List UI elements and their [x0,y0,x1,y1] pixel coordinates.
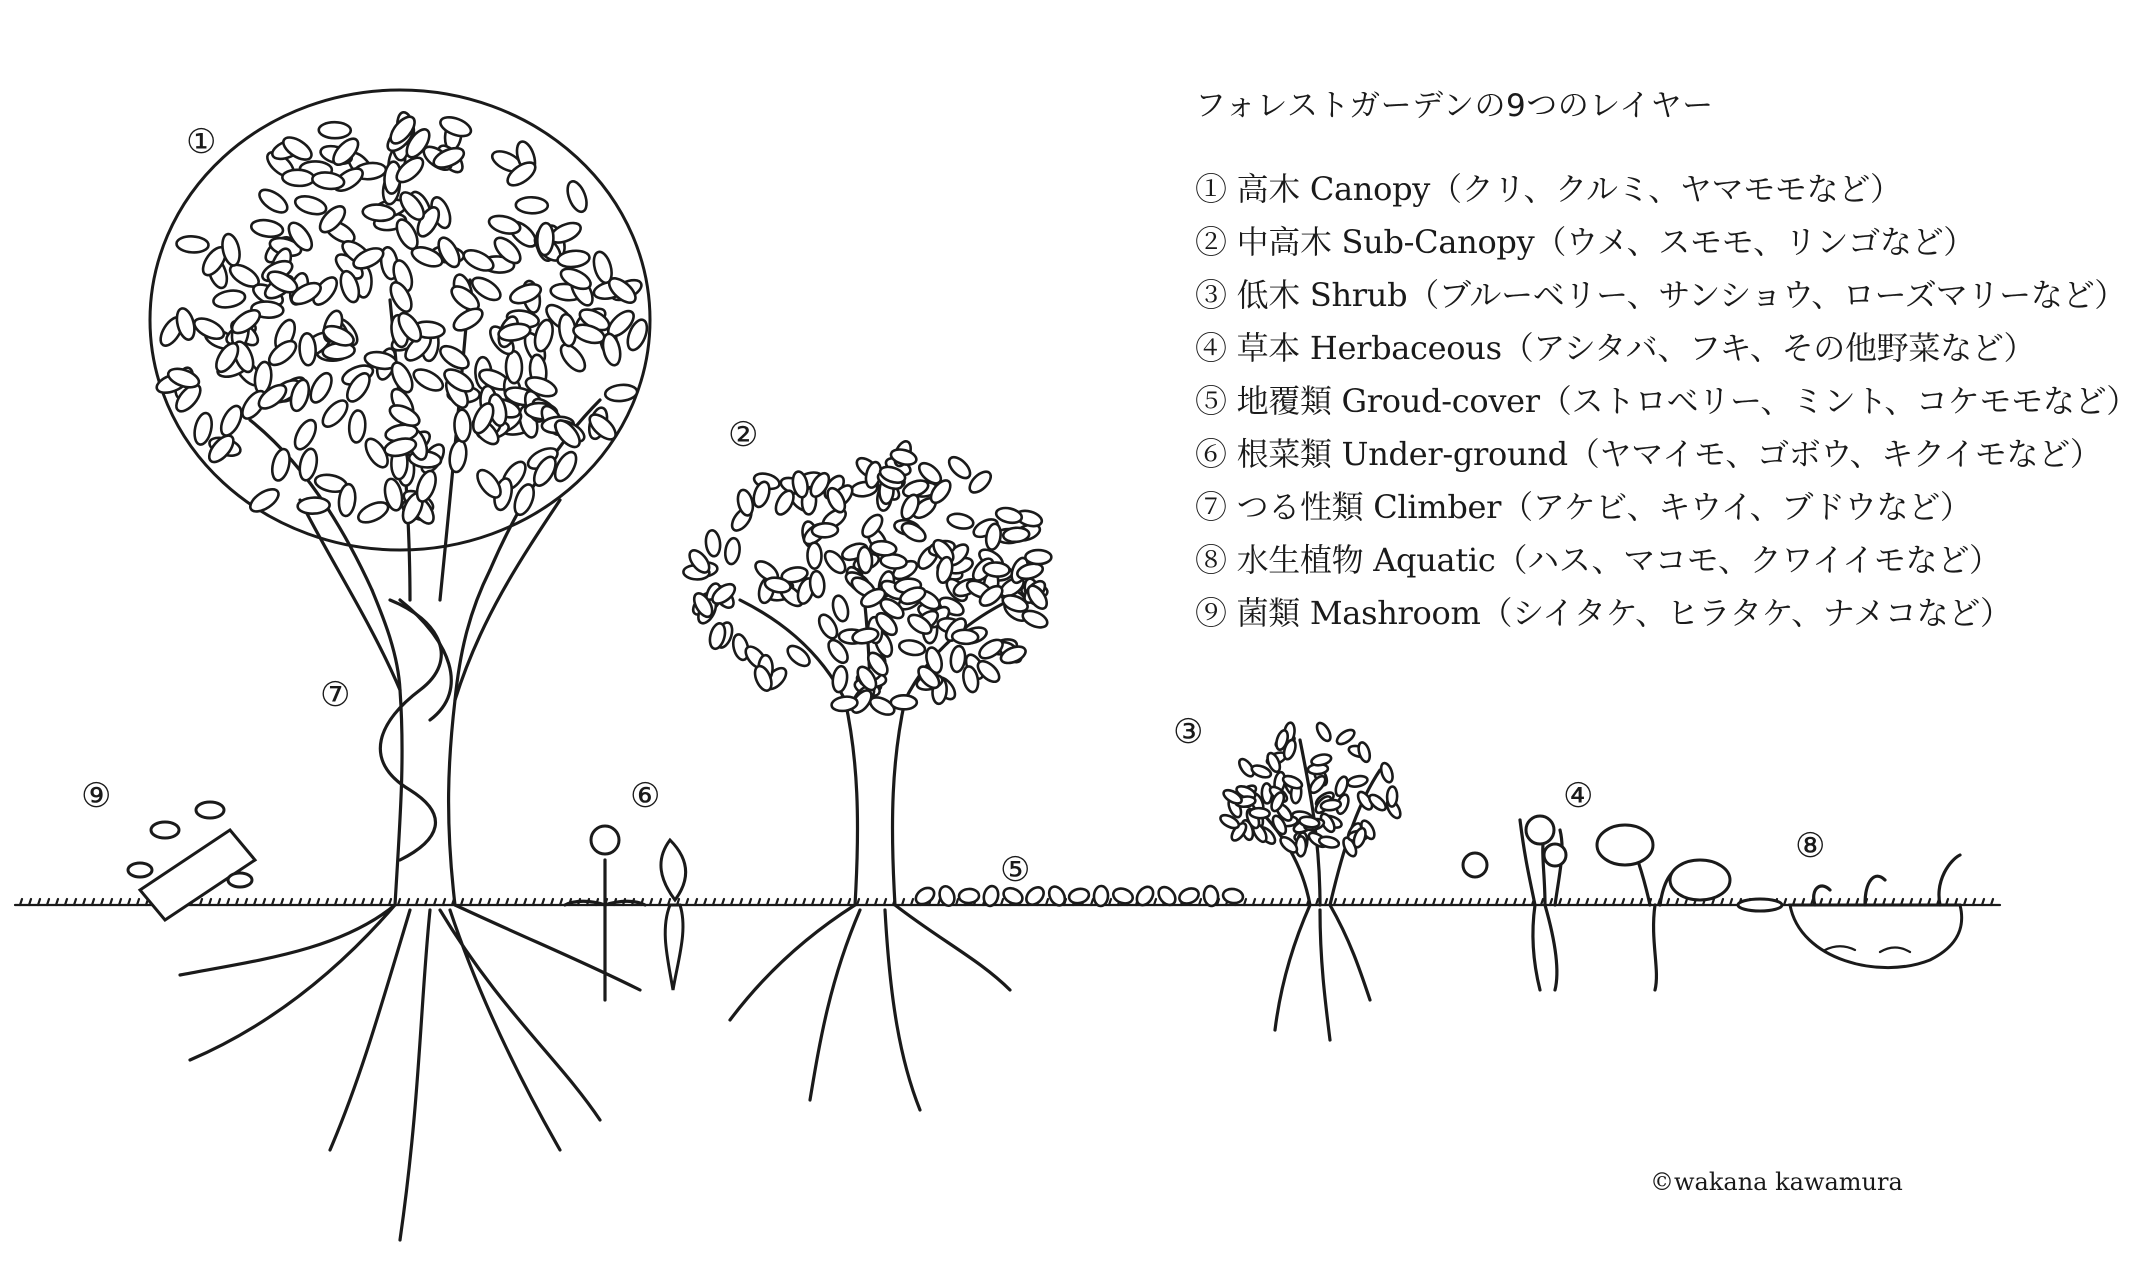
shrub-marker: ③ [1173,712,1204,752]
leaf [516,197,548,214]
ground-cover-marker: ⑤ [1000,850,1031,890]
leaf [899,520,929,545]
leaf [355,498,391,526]
leaf [1357,741,1372,763]
leaf [959,888,980,903]
leaf [448,439,469,473]
aquatic-marker: ⑧ [1795,826,1826,866]
legend-item-mushroom: ⑨ 菌類 Mashroom（シイタケ、ヒラタケ、ナメコなど） [1195,594,2012,632]
legend-item-herbaceous: ④ 草本 Herbaceous（アシタバ、フキ、その他野菜など） [1195,329,2036,367]
sub-canopy-tree [683,439,1051,1110]
leaf [319,122,351,139]
leaf [438,114,474,140]
leaf [564,179,590,215]
copyright-credit: ©wakana kawamura [1650,1168,1903,1196]
leaf [945,453,973,481]
leaf [250,218,284,239]
mushroom-marker: ⑨ [81,776,112,816]
leaf [1387,786,1398,806]
leaf [983,562,1010,578]
leaf [1249,808,1270,819]
sub-canopy-marker: ② [728,415,759,455]
legend-title: フォレストガーデンの9つのレイヤー [1195,88,1714,124]
leaf [705,530,722,557]
leaf [1310,753,1332,767]
shrub [1218,721,1403,1040]
underground-marker: ⑥ [630,776,661,816]
legend-item-sub-canopy: ② 中高木 Sub-Canopy（ウメ、スモモ、リンゴなど） [1195,223,1975,261]
leaf [537,223,555,256]
leaf [831,665,848,693]
climber-marker: ⑦ [320,675,351,715]
leaf [1222,888,1244,905]
leaf [784,642,813,669]
leaf [306,370,335,406]
leaf [487,213,522,237]
leaf [952,629,979,644]
leaf [946,512,974,531]
leaf [311,171,345,191]
leaf [256,185,291,216]
leaf [891,695,917,709]
leaf [413,468,439,504]
leaf [297,497,330,515]
legend-item-canopy: ① 高木 Canopy（クリ、クルミ、ヤマモモなど） [1195,170,1902,208]
leaf [1111,886,1134,906]
leaf [724,537,741,565]
leaf [191,314,227,343]
leaf [1307,774,1328,796]
leaf [1025,550,1051,564]
leaf [282,169,315,186]
leaf [1347,774,1369,788]
leaf [1003,527,1030,543]
leaf [247,485,283,516]
leaf [437,342,473,373]
leaf [293,193,328,218]
layer-legend [1195,80,2138,640]
leaf [1314,721,1333,743]
leaf [807,543,821,569]
leaf [898,638,926,657]
leaf [995,506,1023,525]
leaf [348,410,366,443]
leaf [1203,885,1219,907]
leaf [772,488,797,518]
leaf [506,351,522,383]
canopy-tree [150,90,651,1240]
legend-item-climber: ⑦ つる性類 Climber（アケビ、キウイ、ブドウなど） [1195,488,1972,526]
leaf [1335,727,1357,747]
legend-item-aquatic: ⑧ 水生植物 Aquatic（ハス、マコモ、クワイイモなど） [1195,541,2001,579]
leaf [269,447,292,482]
leaf [600,332,623,367]
legend-item-ground-cover: ⑤ 地覆類 Groud-cover（ストロベリー、ミント、コケモモなど） [1195,382,2138,420]
leaf [1068,887,1091,905]
leaf [217,403,246,439]
canopy-marker: ① [186,122,217,162]
leaf [1093,886,1108,907]
leaf [1281,774,1303,791]
leaf [176,235,209,253]
herbaceous-marker: ④ [1563,776,1594,816]
leaf [1379,762,1395,784]
leaf [604,384,637,403]
leaf [461,246,497,274]
legend-item-shrub: ③ 低木 Shrub（ブルーベリー、サンショウ、ローズマリーなど） [1195,276,2126,314]
leaf [291,417,320,453]
leaf [812,523,839,538]
leaf [299,333,317,366]
leaf [387,401,423,430]
leaf [830,594,850,623]
underground-plants [565,826,686,1000]
leaf [454,409,471,442]
leaf [212,288,246,309]
aquatic-pond [1738,855,1962,968]
leaf [410,365,446,395]
leaf [318,396,351,431]
legend-item-underground: ⑥ 根菜類 Under-ground（ヤマイモ、ゴボウ、キクイモなど） [1195,435,2102,473]
